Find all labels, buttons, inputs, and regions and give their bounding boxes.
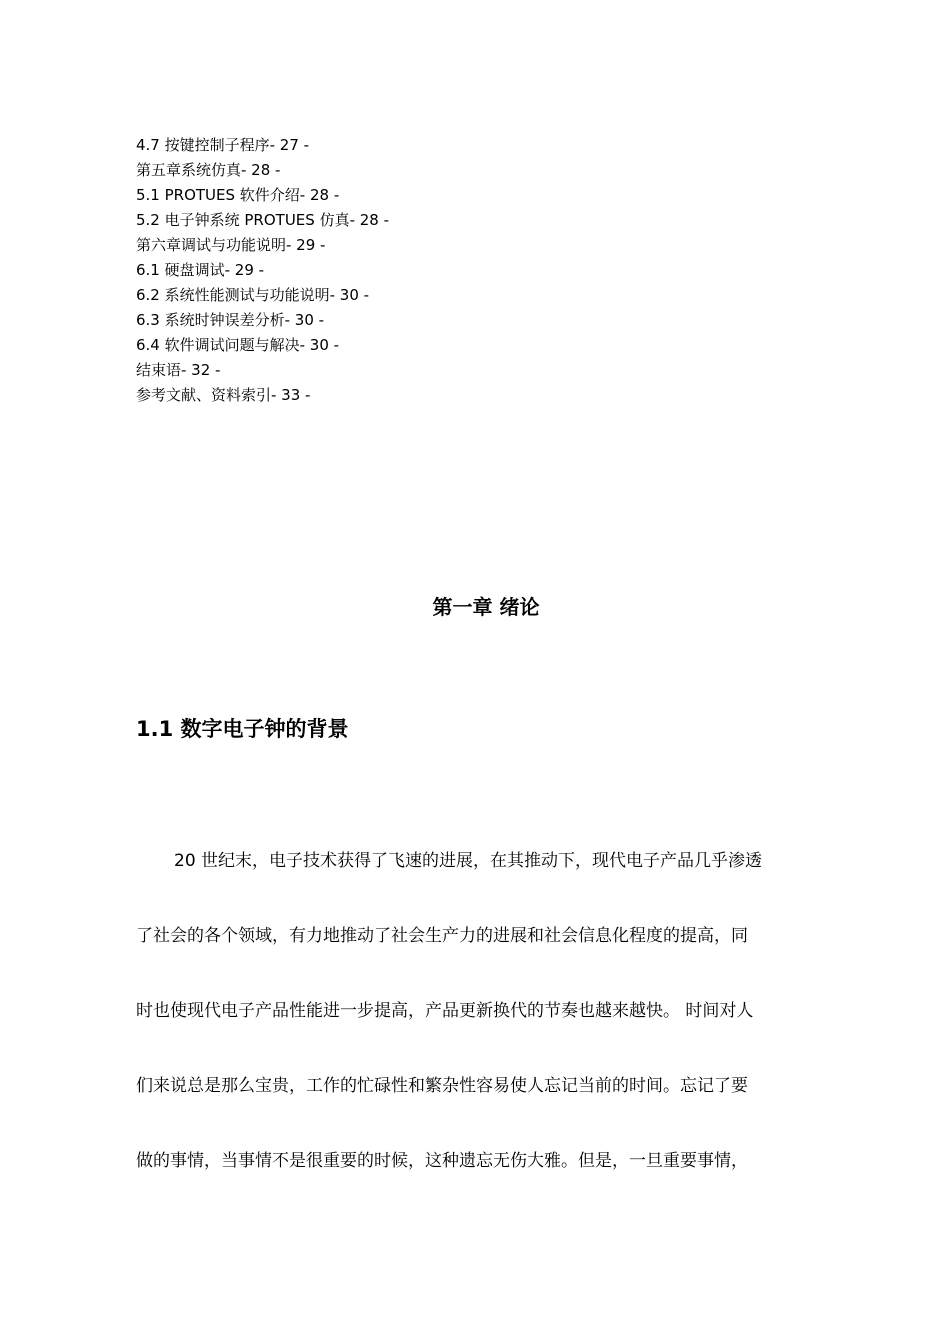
chapter-title: 第一章 绪论	[432, 595, 540, 619]
paragraph-line: 做的事情，当事情不是很重要的时候，这种遗忘无伤大雅。但是，一旦重要事情，	[136, 1151, 748, 1171]
toc-item: 结束语- 32 -	[136, 361, 221, 379]
toc-item: 第五章系统仿真- 28 -	[136, 161, 281, 179]
toc-item: 5.2 电子钟系统 PROTUES 仿真- 28 -	[136, 211, 390, 229]
toc-item: 6.2 系统性能测试与功能说明- 30 -	[136, 286, 370, 304]
toc-item: 5.1 PROTUES 软件介绍- 28 -	[136, 186, 340, 204]
toc-item: 6.1 硬盘调试- 29 -	[136, 261, 265, 279]
table-of-contents	[136, 133, 836, 408]
paragraph-line: 们来说总是那么宝贵，工作的忙碌性和繁杂性容易使人忘记当前的时间。忘记了要	[136, 1076, 748, 1096]
paragraph-line: 时也使现代电子产品性能进一步提高，产品更新换代的节奏也越来越快。 时间对人	[136, 1001, 754, 1021]
body-paragraph	[136, 824, 838, 1199]
toc-item: 第六章调试与功能说明- 29 -	[136, 236, 326, 254]
toc-item: 6.4 软件调试问题与解决- 30 -	[136, 336, 340, 354]
paragraph-line: 20 世纪末，电子技术获得了飞速的进展，在其推动下，现代电子产品几乎渗透	[174, 851, 763, 871]
toc-item: 参考文献、资料索引- 33 -	[136, 386, 311, 404]
toc-item: 6.3 系统时钟误差分析- 30 -	[136, 311, 325, 329]
toc-item: 4.7 按键控制子程序- 27 -	[136, 136, 310, 154]
paragraph-line: 了社会的各个领域，有力地推动了社会生产力的进展和社会信息化程度的提高，同	[136, 926, 748, 946]
section-title: 1.1 数字电子钟的背景	[136, 717, 349, 741]
